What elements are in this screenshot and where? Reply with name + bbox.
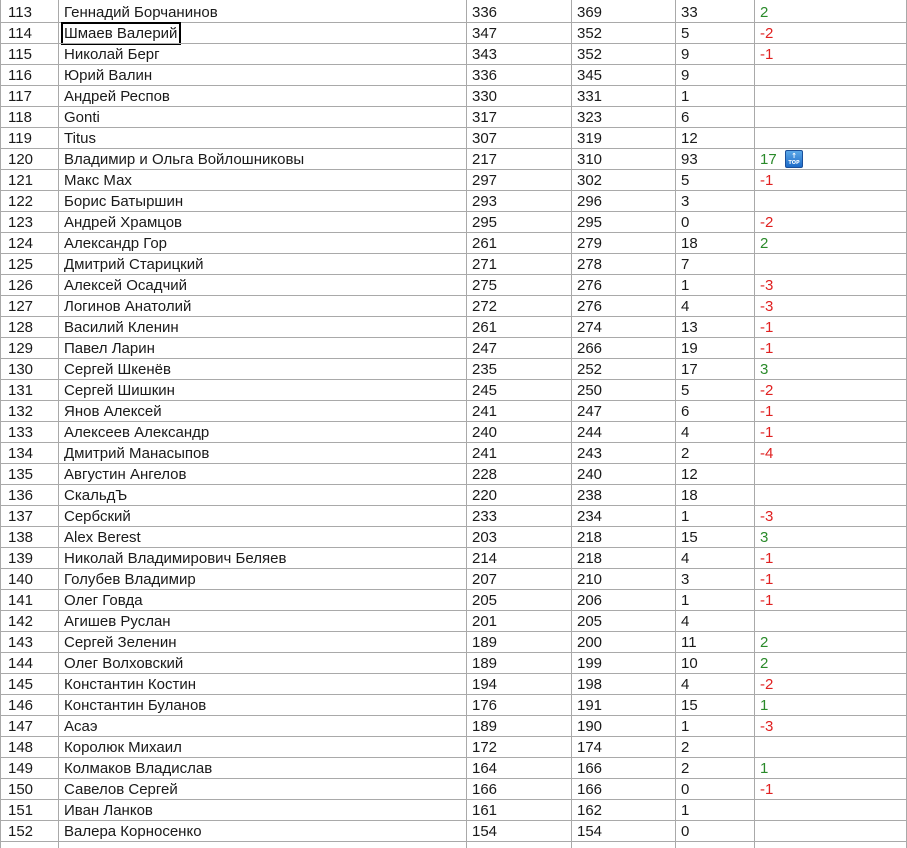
position-change-cell: 2: [760, 655, 769, 672]
name-cell[interactable]: Янов Алексей: [64, 403, 162, 420]
table-row: [0, 86, 907, 107]
position-change-cell: 2: [760, 235, 769, 252]
rank-cell: 152: [8, 823, 34, 840]
position-change-cell: -1: [760, 592, 774, 609]
score-prev-cell: 241: [472, 445, 498, 462]
table-row: [0, 422, 907, 443]
table-row: [0, 716, 907, 737]
score-prev-cell: 189: [472, 718, 498, 735]
rank-cell: 131: [8, 382, 34, 399]
table-row: [0, 170, 907, 191]
name-cell[interactable]: Alex Berest: [64, 529, 141, 546]
score-cell: 166: [577, 781, 603, 798]
name-cell[interactable]: Олег Говда: [64, 592, 143, 609]
score-cell: 238: [577, 487, 603, 504]
score-cell: 276: [577, 298, 603, 315]
score-cell: 276: [577, 277, 603, 294]
score-cell: 240: [577, 466, 603, 483]
rank-cell: 134: [8, 445, 34, 462]
score-prev-cell: 176: [472, 697, 498, 714]
rank-cell: 142: [8, 613, 34, 630]
name-cell[interactable]: Алексеев Александр: [64, 424, 210, 441]
score-prev-cell: 228: [472, 466, 498, 483]
rank-cell: 145: [8, 676, 34, 693]
score-prev-cell: 247: [472, 340, 498, 357]
score-prev-cell: 330: [472, 88, 498, 105]
rank-cell: 140: [8, 571, 34, 588]
rank-cell: 126: [8, 277, 34, 294]
table-row: [0, 527, 907, 548]
name-cell[interactable]: Дмитрий Манасыпов: [64, 445, 210, 462]
name-cell[interactable]: Королюк Михаил: [64, 739, 182, 756]
gain-cell: 1: [681, 88, 690, 105]
name-cell[interactable]: Николай Берг: [64, 46, 160, 63]
score-prev-cell: 194: [472, 676, 498, 693]
score-cell: 162: [577, 802, 603, 819]
score-cell: 191: [577, 697, 603, 714]
table-row: [0, 758, 907, 779]
table-row: [0, 2, 907, 23]
gain-cell: 12: [681, 130, 698, 147]
table-row: [0, 674, 907, 695]
name-cell[interactable]: Сербский: [64, 508, 131, 525]
score-cell: 234: [577, 508, 603, 525]
name-cell[interactable]: Валера Корносенко: [64, 823, 202, 840]
rank-cell: 120: [8, 151, 34, 168]
position-change-cell: -4: [760, 445, 774, 462]
score-prev-cell: 166: [472, 781, 498, 798]
position-change-cell: 2: [760, 634, 769, 651]
rank-cell: 132: [8, 403, 34, 420]
score-prev-cell: 240: [472, 424, 498, 441]
score-cell: 244: [577, 424, 603, 441]
position-change-cell: 17: [760, 151, 777, 168]
score-cell: 274: [577, 319, 603, 336]
table-row: [0, 149, 907, 170]
gain-cell: 3: [681, 571, 690, 588]
position-change-cell: 1: [760, 697, 769, 714]
score-prev-cell: 271: [472, 256, 498, 273]
rank-cell: 151: [8, 802, 34, 819]
rank-cell: 135: [8, 466, 34, 483]
position-change-cell: -2: [760, 382, 774, 399]
score-cell: 243: [577, 445, 603, 462]
table-row: [0, 401, 907, 422]
rank-cell: 148: [8, 739, 34, 756]
score-cell: 302: [577, 172, 603, 189]
score-cell: 166: [577, 760, 603, 777]
score-prev-cell: 233: [472, 508, 498, 525]
rank-cell: 149: [8, 760, 34, 777]
score-prev-cell: 217: [472, 151, 498, 168]
name-cell[interactable]: Gonti: [64, 109, 100, 126]
table-row: [0, 632, 907, 653]
name-cell[interactable]: Николай Владимирович Беляев: [64, 550, 287, 567]
score-cell: 310: [577, 151, 603, 168]
grid-horizontal-line: [0, 841, 907, 842]
gain-cell: 4: [681, 424, 690, 441]
score-prev-cell: 295: [472, 214, 498, 231]
gain-cell: 9: [681, 46, 690, 63]
score-prev-cell: 154: [472, 823, 498, 840]
gain-cell: 0: [681, 823, 690, 840]
score-prev-cell: 261: [472, 235, 498, 252]
table-row: [0, 380, 907, 401]
position-change-cell: -1: [760, 781, 774, 798]
table-row: [0, 800, 907, 821]
score-prev-cell: 275: [472, 277, 498, 294]
gain-cell: 2: [681, 445, 690, 462]
score-cell: 352: [577, 25, 603, 42]
top-arrow-icon[interactable]: [785, 150, 803, 168]
rank-cell: 141: [8, 592, 34, 609]
score-prev-cell: 201: [472, 613, 498, 630]
gain-cell: 93: [681, 151, 698, 168]
rank-cell: 119: [8, 130, 32, 147]
score-cell: 247: [577, 403, 603, 420]
score-prev-cell: 297: [472, 172, 498, 189]
gain-cell: 9: [681, 67, 690, 84]
name-cell[interactable]: Асаэ: [64, 718, 98, 735]
score-prev-cell: 317: [472, 109, 498, 126]
rank-cell: 127: [8, 298, 34, 315]
rank-cell: 118: [8, 109, 32, 126]
score-cell: 250: [577, 382, 603, 399]
name-cell[interactable]: Андрей Респов: [64, 88, 170, 105]
gain-cell: 1: [681, 508, 690, 525]
score-cell: 295: [577, 214, 603, 231]
name-cell[interactable]: Павел Ларин: [64, 340, 155, 357]
rank-cell: 123: [8, 214, 34, 231]
table-row: [0, 65, 907, 86]
table-row: [0, 695, 907, 716]
gain-cell: 18: [681, 487, 698, 504]
table-row: [0, 44, 907, 65]
position-change-cell: -1: [760, 424, 774, 441]
score-prev-cell: 347: [472, 25, 498, 42]
position-change-cell: -1: [760, 403, 774, 420]
score-prev-cell: 161: [472, 802, 498, 819]
table-row: [0, 485, 907, 506]
table-row: [0, 338, 907, 359]
score-prev-cell: 203: [472, 529, 498, 546]
position-change-cell: 1: [760, 760, 769, 777]
table-row: [0, 464, 907, 485]
name-cell[interactable]: Голубев Владимир: [64, 571, 196, 588]
gain-cell: 15: [681, 529, 698, 546]
score-cell: 205: [577, 613, 603, 630]
position-change-cell: -3: [760, 508, 774, 525]
table-row: [0, 506, 907, 527]
table-row: [0, 128, 907, 149]
gain-cell: 1: [681, 277, 690, 294]
rank-cell: 117: [8, 88, 32, 105]
position-change-cell: 2: [760, 4, 769, 21]
gain-cell: 10: [681, 655, 698, 672]
gain-cell: 13: [681, 319, 698, 336]
score-cell: 279: [577, 235, 603, 252]
name-cell[interactable]: Колмаков Владислав: [64, 760, 213, 777]
rank-cell: 114: [8, 25, 32, 42]
position-change-cell: -1: [760, 172, 774, 189]
gain-cell: 4: [681, 550, 690, 567]
gain-cell: 0: [681, 214, 690, 231]
rank-cell: 124: [8, 235, 34, 252]
score-prev-cell: 220: [472, 487, 498, 504]
score-cell: 252: [577, 361, 603, 378]
name-cell[interactable]: Юрий Валин: [64, 67, 153, 84]
rank-cell: 125: [8, 256, 34, 273]
name-cell[interactable]: Дмитрий Старицкий: [64, 256, 204, 273]
gain-cell: 19: [681, 340, 698, 357]
table-row: [0, 548, 907, 569]
gain-cell: 17: [681, 361, 698, 378]
table-row: [0, 212, 907, 233]
table-row: [0, 317, 907, 338]
gain-cell: 0: [681, 781, 690, 798]
table-row: [0, 296, 907, 317]
score-cell: 174: [577, 739, 603, 756]
table-row: [0, 590, 907, 611]
score-prev-cell: 172: [472, 739, 498, 756]
position-change-cell: 3: [760, 361, 769, 378]
gain-cell: 2: [681, 760, 690, 777]
rank-cell: 136: [8, 487, 34, 504]
score-prev-cell: 189: [472, 655, 498, 672]
score-prev-cell: 336: [472, 4, 498, 21]
table-row: [0, 23, 907, 44]
score-cell: 218: [577, 550, 603, 567]
score-cell: 154: [577, 823, 603, 840]
rank-cell: 143: [8, 634, 34, 651]
gain-cell: 18: [681, 235, 698, 252]
position-change-cell: -1: [760, 319, 774, 336]
top-badge-arrow: ↑: [791, 152, 797, 160]
score-cell: 190: [577, 718, 603, 735]
rank-cell: 113: [8, 4, 32, 21]
score-prev-cell: 245: [472, 382, 498, 399]
position-change-cell: -2: [760, 214, 774, 231]
table-row: [0, 275, 907, 296]
name-cell[interactable]: Александр Гор: [64, 235, 168, 252]
gain-cell: 6: [681, 109, 690, 126]
name-cell[interactable]: Titus: [64, 130, 96, 147]
position-change-cell: -1: [760, 46, 774, 63]
table-row: [0, 233, 907, 254]
score-prev-cell: 189: [472, 634, 498, 651]
rank-cell: 138: [8, 529, 34, 546]
name-cell[interactable]: Андрей Храмцов: [64, 214, 183, 231]
score-cell: 198: [577, 676, 603, 693]
name-cell[interactable]: Василий Кленин: [64, 319, 179, 336]
position-change-cell: -2: [760, 676, 774, 693]
gain-cell: 4: [681, 613, 690, 630]
position-change-cell: -3: [760, 277, 774, 294]
rank-cell: 129: [8, 340, 34, 357]
gain-cell: 15: [681, 697, 698, 714]
name-cell[interactable]: Борис Батыршин: [64, 193, 184, 210]
name-cell[interactable]: Августин Ангелов: [64, 466, 187, 483]
table-row: [0, 653, 907, 674]
name-cell[interactable]: Иван Ланков: [64, 802, 153, 819]
name-cell[interactable]: Владимир и Ольга Войлошниковы: [64, 151, 305, 168]
name-cell[interactable]: Олег Волховский: [64, 655, 184, 672]
score-prev-cell: 207: [472, 571, 498, 588]
score-cell: 331: [577, 88, 603, 105]
name-cell[interactable]: Агишев Руслан: [64, 613, 171, 630]
position-change-cell: -1: [760, 340, 774, 357]
rank-cell: 144: [8, 655, 34, 672]
name-cell[interactable]: СкальдЪ: [64, 487, 128, 504]
position-change-cell: -3: [760, 718, 774, 735]
name-cell[interactable]: Константин Буланов: [64, 697, 207, 714]
name-cell[interactable]: Геннадий Борчанинов: [64, 4, 218, 21]
top-badge-text: TOP: [788, 160, 800, 166]
score-cell: 319: [577, 130, 603, 147]
name-cell[interactable]: Алексей Осадчий: [64, 277, 188, 294]
name-cell[interactable]: Савелов Сергей: [64, 781, 178, 798]
score-cell: 206: [577, 592, 603, 609]
score-cell: 266: [577, 340, 603, 357]
table-row: [0, 191, 907, 212]
score-prev-cell: 214: [472, 550, 498, 567]
score-cell: 210: [577, 571, 603, 588]
gain-cell: 33: [681, 4, 698, 21]
rank-cell: 128: [8, 319, 34, 336]
score-prev-cell: 293: [472, 193, 498, 210]
table-row: [0, 359, 907, 380]
position-change-cell: -2: [760, 25, 774, 42]
table-row: [0, 737, 907, 758]
score-cell: 323: [577, 109, 603, 126]
gain-cell: 5: [681, 382, 690, 399]
score-prev-cell: 235: [472, 361, 498, 378]
gain-cell: 4: [681, 298, 690, 315]
position-change-cell: 3: [760, 529, 769, 546]
score-cell: 200: [577, 634, 603, 651]
name-cell[interactable]: Сергей Шкенёв: [64, 361, 171, 378]
score-prev-cell: 272: [472, 298, 498, 315]
score-cell: 296: [577, 193, 603, 210]
score-cell: 345: [577, 67, 603, 84]
name-cell[interactable]: Сергей Зеленин: [64, 634, 177, 651]
gain-cell: 3: [681, 193, 690, 210]
table-row: [0, 779, 907, 800]
name-cell[interactable]: Логинов Анатолий: [64, 298, 192, 315]
gain-cell: 1: [681, 802, 690, 819]
gain-cell: 5: [681, 25, 690, 42]
score-prev-cell: 261: [472, 319, 498, 336]
table-row: [0, 821, 907, 842]
rank-cell: 116: [8, 67, 32, 84]
score-prev-cell: 307: [472, 130, 498, 147]
gain-cell: 1: [681, 592, 690, 609]
gain-cell: 4: [681, 676, 690, 693]
gain-cell: 2: [681, 739, 690, 756]
position-change-cell: -3: [760, 298, 774, 315]
gain-cell: 6: [681, 403, 690, 420]
gain-cell: 5: [681, 172, 690, 189]
score-prev-cell: 241: [472, 403, 498, 420]
score-cell: 199: [577, 655, 603, 672]
table-row: [0, 107, 907, 128]
rank-cell: 147: [8, 718, 34, 735]
name-cell[interactable]: Шмаев Валерий: [62, 23, 180, 44]
table-row: [0, 569, 907, 590]
rank-cell: 137: [8, 508, 34, 525]
gain-cell: 11: [681, 634, 697, 651]
score-prev-cell: 205: [472, 592, 498, 609]
score-prev-cell: 164: [472, 760, 498, 777]
score-cell: 218: [577, 529, 603, 546]
table-row: [0, 443, 907, 464]
name-cell[interactable]: Макс Мах: [64, 172, 132, 189]
rank-cell: 115: [8, 46, 32, 63]
rank-cell: 139: [8, 550, 34, 567]
table-row: [0, 254, 907, 275]
gain-cell: 1: [681, 718, 690, 735]
gain-cell: 7: [681, 256, 690, 273]
rank-cell: 150: [8, 781, 34, 798]
position-change-cell: -1: [760, 550, 774, 567]
rank-cell: 130: [8, 361, 34, 378]
rank-cell: 146: [8, 697, 34, 714]
rank-cell: 133: [8, 424, 34, 441]
rank-cell: 121: [8, 172, 34, 189]
table-row: [0, 611, 907, 632]
position-change-cell: -1: [760, 571, 774, 588]
score-cell: 278: [577, 256, 603, 273]
score-cell: 352: [577, 46, 603, 63]
name-cell[interactable]: Константин Костин: [64, 676, 197, 693]
score-prev-cell: 343: [472, 46, 498, 63]
gain-cell: 12: [681, 466, 698, 483]
score-prev-cell: 336: [472, 67, 498, 84]
score-cell: 369: [577, 4, 603, 21]
name-cell[interactable]: Сергей Шишкин: [64, 382, 175, 399]
rank-cell: 122: [8, 193, 34, 210]
